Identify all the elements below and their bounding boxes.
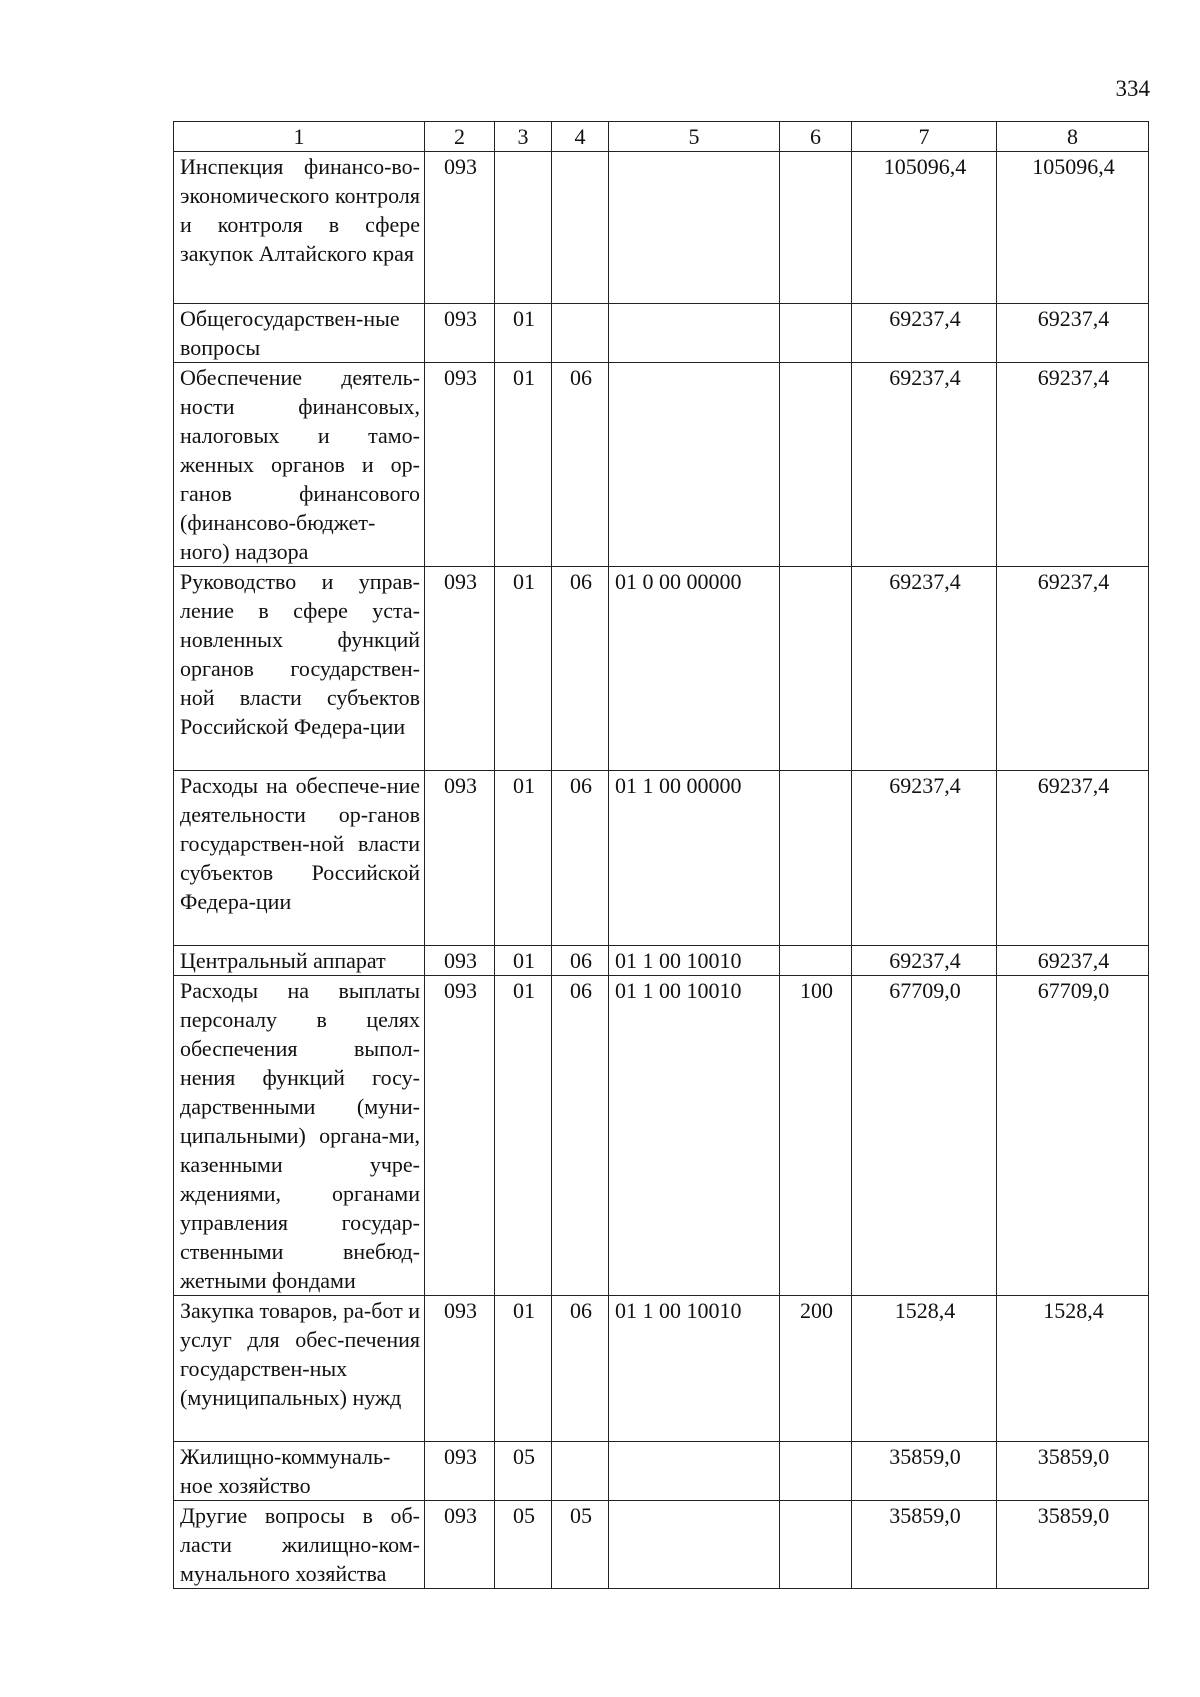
table-row: [174, 1442, 1149, 1501]
cell-code-2: 093: [425, 946, 495, 976]
row-name: Руководство и управ-ление в сфере уста-новленных функций органов государствен-ной власти субъектов Российской Федера-ции: [174, 567, 425, 771]
cell-code-6: [780, 1442, 852, 1501]
cell-amount-7: 67709,0: [852, 976, 997, 1296]
cell-amount-7: 69237,4: [852, 771, 997, 946]
cell-code-4: [552, 304, 609, 363]
cell-code-5: [609, 152, 780, 304]
cell-amount-8: 69237,4: [997, 946, 1149, 976]
row-name: Обеспечение деятель-ности финансовых, налоговых и тамо-женных органов и ор-ганов финансового (финансово-бюджет-ного) надзора: [174, 363, 425, 567]
cell-code-6: 200: [780, 1296, 852, 1442]
column-header: 7: [852, 122, 997, 152]
cell-code-3: 05: [495, 1501, 552, 1589]
table-header-row: [174, 122, 1149, 152]
cell-code-6: [780, 304, 852, 363]
row-name: Инспекция финансо-во-экономического контроля и контроля в сфере закупок Алтайского края: [174, 152, 425, 304]
cell-code-5: [609, 1501, 780, 1589]
table-row: [174, 771, 1149, 946]
cell-code-2: 093: [425, 1501, 495, 1589]
table-row: [174, 152, 1149, 304]
cell-code-5: 01 1 00 10010: [609, 946, 780, 976]
cell-code-3: [495, 152, 552, 304]
cell-code-4: 06: [552, 567, 609, 771]
cell-amount-8: 105096,4: [997, 152, 1149, 304]
cell-amount-7: 69237,4: [852, 363, 997, 567]
cell-code-3: 01: [495, 976, 552, 1296]
column-header: 2: [425, 122, 495, 152]
cell-code-2: 093: [425, 1296, 495, 1442]
cell-code-3: 01: [495, 567, 552, 771]
cell-code-4: 06: [552, 976, 609, 1296]
cell-code-2: 093: [425, 771, 495, 946]
cell-amount-8: 67709,0: [997, 976, 1149, 1296]
column-header: 5: [609, 122, 780, 152]
cell-amount-7: 69237,4: [852, 567, 997, 771]
cell-code-2: 093: [425, 363, 495, 567]
cell-code-4: 06: [552, 1296, 609, 1442]
row-name: Расходы на обеспече-ние деятельности ор-ганов государствен-ной власти субъектов Российской Федера-ции: [174, 771, 425, 946]
table-row: [174, 567, 1149, 771]
table-row: [174, 1296, 1149, 1442]
cell-amount-8: 35859,0: [997, 1501, 1149, 1589]
row-name: Жилищно-коммуналь-ное хозяйство: [174, 1442, 425, 1501]
row-name: Центральный аппарат: [174, 946, 425, 976]
cell-code-5: [609, 304, 780, 363]
cell-code-6: [780, 946, 852, 976]
cell-amount-8: 1528,4: [997, 1296, 1149, 1442]
cell-amount-7: 69237,4: [852, 946, 997, 976]
cell-code-5: 01 0 00 00000: [609, 567, 780, 771]
column-header: 4: [552, 122, 609, 152]
column-header: 3: [495, 122, 552, 152]
row-name: Расходы на выплаты персоналу в целях обеспечения выпол-нения функций госу-дарственными (муни-ципальными) органа-ми, казенными учре-ждениями, органами управления государ-ственными внебюд-жетными фондами: [174, 976, 425, 1296]
cell-amount-8: 35859,0: [997, 1442, 1149, 1501]
cell-code-4: [552, 152, 609, 304]
cell-code-2: 093: [425, 304, 495, 363]
cell-code-3: 05: [495, 1442, 552, 1501]
row-name: Общегосударствен-ные вопросы: [174, 304, 425, 363]
page-number: 334: [1115, 76, 1150, 101]
budget-table: [173, 121, 1149, 1589]
cell-code-5: [609, 363, 780, 567]
cell-code-4: 06: [552, 363, 609, 567]
cell-amount-7: 35859,0: [852, 1442, 997, 1501]
cell-code-5: 01 1 00 10010: [609, 976, 780, 1296]
cell-code-4: 06: [552, 946, 609, 976]
column-header: 6: [780, 122, 852, 152]
column-header: 1: [174, 122, 425, 152]
cell-code-6: [780, 152, 852, 304]
table-row: [174, 946, 1149, 976]
cell-amount-7: 69237,4: [852, 304, 997, 363]
cell-code-3: 01: [495, 946, 552, 976]
row-name: Другие вопросы в об-ласти жилищно-ком-мунального хозяйства: [174, 1501, 425, 1589]
cell-code-3: 01: [495, 363, 552, 567]
cell-amount-8: 69237,4: [997, 771, 1149, 946]
cell-code-3: 01: [495, 771, 552, 946]
cell-code-4: [552, 1442, 609, 1501]
cell-code-2: 093: [425, 152, 495, 304]
row-name: Закупка товаров, ра-бот и услуг для обес-печения государствен-ных (муниципальных) нужд: [174, 1296, 425, 1442]
cell-amount-8: 69237,4: [997, 567, 1149, 771]
cell-code-4: 06: [552, 771, 609, 946]
table-row: [174, 363, 1149, 567]
cell-code-6: [780, 567, 852, 771]
cell-amount-8: 69237,4: [997, 304, 1149, 363]
cell-code-5: 01 1 00 00000: [609, 771, 780, 946]
column-header: 8: [997, 122, 1149, 152]
cell-code-3: 01: [495, 1296, 552, 1442]
cell-code-6: 100: [780, 976, 852, 1296]
cell-code-6: [780, 1501, 852, 1589]
cell-code-5: [609, 1442, 780, 1501]
cell-amount-7: 105096,4: [852, 152, 997, 304]
cell-code-6: [780, 363, 852, 567]
cell-amount-8: 69237,4: [997, 363, 1149, 567]
cell-code-6: [780, 771, 852, 946]
cell-amount-7: 1528,4: [852, 1296, 997, 1442]
cell-code-2: 093: [425, 567, 495, 771]
cell-code-5: 01 1 00 10010: [609, 1296, 780, 1442]
table-row: [174, 304, 1149, 363]
cell-code-2: 093: [425, 976, 495, 1296]
cell-amount-7: 35859,0: [852, 1501, 997, 1589]
cell-code-3: 01: [495, 304, 552, 363]
table-row: [174, 976, 1149, 1296]
cell-code-2: 093: [425, 1442, 495, 1501]
cell-code-4: 05: [552, 1501, 609, 1589]
table-row: [174, 1501, 1149, 1589]
